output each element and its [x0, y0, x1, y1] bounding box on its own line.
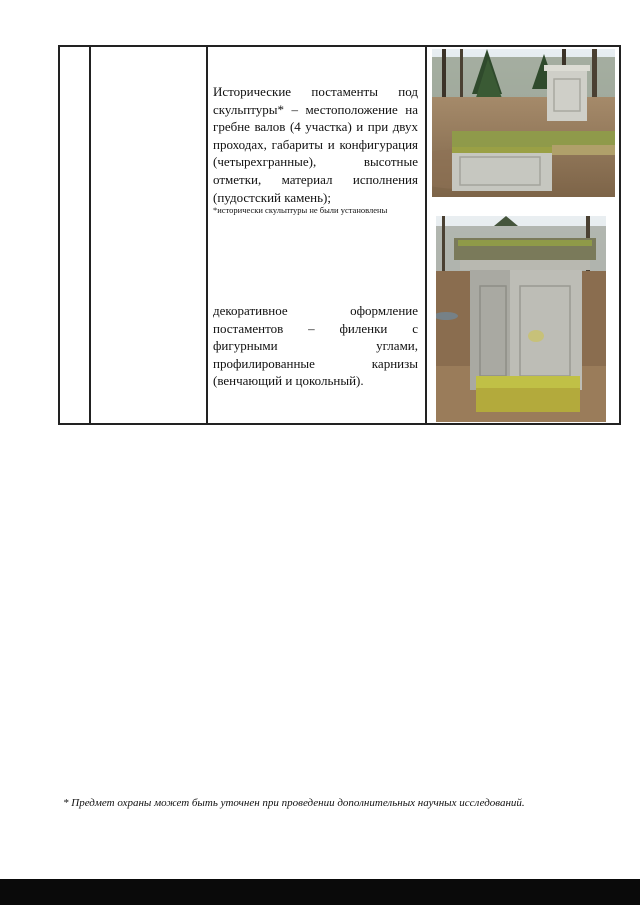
table-border-right: [619, 45, 621, 425]
table-border-top: [58, 45, 620, 47]
table-divider-2: [206, 45, 208, 425]
pedestal-photo-park-icon: [432, 49, 615, 197]
table-border-bottom: [58, 423, 620, 425]
scan-bottom-band: [0, 879, 640, 905]
table-divider-3: [425, 45, 427, 425]
pedestal-photo-park: [432, 49, 615, 197]
pedestal-photo-closeup: [436, 216, 606, 422]
cell-note-sculptures: *исторически скульптуры не были установлены: [213, 205, 388, 215]
table-divider-1: [89, 45, 91, 425]
pedestal-photo-closeup-icon: [436, 216, 606, 422]
cell-text-decoration: декоративное оформление постаментов – филенки с фигурными углами, профилированные карнизы (венчающий и цокольный).: [213, 303, 418, 389]
table-border-left: [58, 45, 60, 425]
cell-text-historical-pedestals: Исторические постаменты под скульптуры* – местоположение на гребне валов (4 участка) и при двух проходах, габариты и конфигурация (четырехгранные), высотные отметки, материал исполнения (пудостский камень);: [213, 84, 418, 205]
footnote: * Предмет охраны может быть уточнен при проведении дополнительных научных исследований.: [63, 797, 525, 809]
